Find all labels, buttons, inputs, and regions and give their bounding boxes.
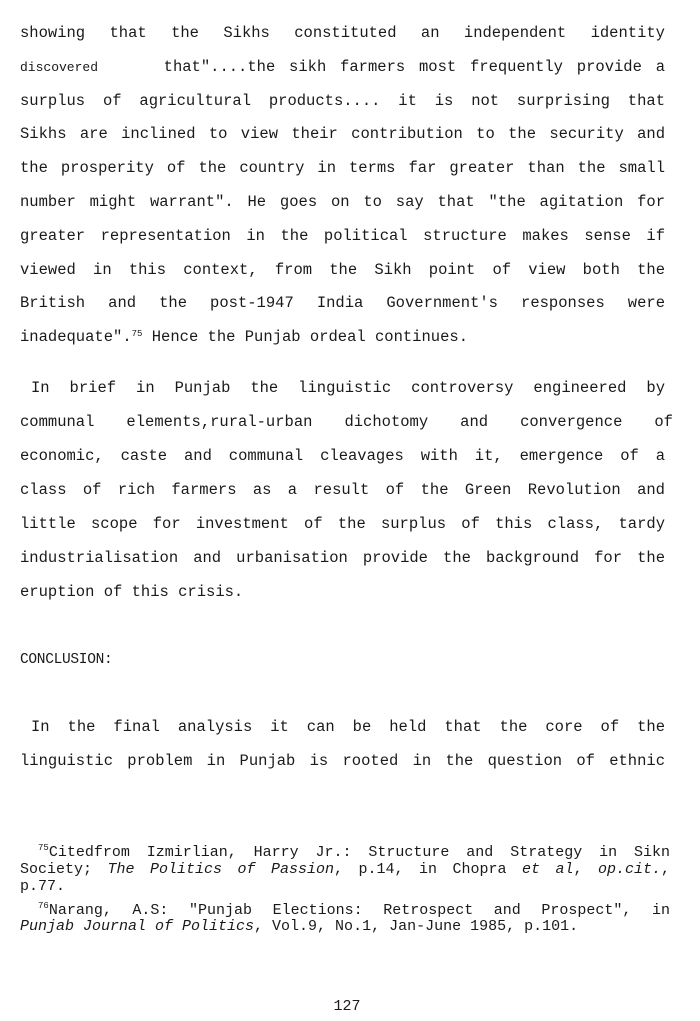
footnote-76-line [20,918,670,935]
text-line: In brief in Punjab the linguistic controversy engineered by [31,379,665,397]
footnote-75-line [38,844,670,861]
text-line: showing that the Sikhs constituted an independent identity [20,24,665,42]
text-line: British and the post-1947 India Government's responses were [20,294,665,312]
footnote-ref-75[interactable]: 75 [131,329,143,339]
section-heading: CONCLUSION: [20,652,113,668]
text-line: In the final analysis it can be held that the core of the [31,718,665,736]
text-line: linguistic problem in Punjab is rooted in the question of ethnic [20,752,665,770]
text-fragment: Citedfrom Izmirlian, Harry Jr.: Structure and Strategy in Sikn [48,844,670,861]
text-fragment: discovered [20,60,99,75]
text-line: little scope for investment of the surplus of this class, tardy [20,515,665,533]
text-line: economic, caste and communal cleavages with it, emergence of a [20,447,665,465]
text-line: Sikhs are inclined to view their contribution to the security and [20,125,665,143]
footnote-number: 75 [38,843,49,853]
text-fragment: that"....the sikh farmers most frequently provide a [163,58,665,76]
journal-title: Punjab Journal of Politics [20,918,255,935]
text-line: viewed in this context, from the Sikh point of view both the [20,261,665,279]
text-line [20,327,665,347]
text-line: eruption of this crisis. [20,583,244,601]
text-line: number might warrant". He goes on to say that "the agitation for [20,193,665,211]
footnote-number: 76 [38,901,49,911]
text-fragment: , Vol.9, No.1, Jan-June 1985, p.101. [254,918,579,935]
text-fragment: , [573,861,598,878]
text-fragment: , p.14, in Chopra [334,861,522,878]
text-line: class of rich farmers as a result of the Green Revolution and [20,481,665,499]
footnote-75-line: p.77. [20,878,66,895]
text-fragment: Narang, A.S: "Punjab Elections: Retrospect and Prospect", in [48,902,670,919]
text-line: industrialisation and urbanisation provide the background for the [20,549,665,567]
text-fragment: Hence the Punjab ordeal continues. [142,328,468,346]
book-title: The Politics of Passion [107,861,334,878]
text-fragment: , [660,861,670,878]
footnote-76-line [38,902,670,919]
text-line: the prosperity of the country in terms far greater than the small [20,159,665,177]
footnote-75-line [20,861,670,878]
text-fragment: inadequate". [20,328,132,346]
text-fragment: Society; [20,861,108,878]
page-number: 127 [333,998,361,1015]
text-line: surplus of agricultural products.... it is not surprising that [20,92,665,110]
latin-abbrev: et al [521,861,574,878]
text-line: greater representation in the political structure makes sense if [20,227,665,245]
text-line [20,57,665,77]
text-line: communal elements,rural-urban dichotomy and convergence of [20,413,673,431]
latin-abbrev: op.cit. [597,861,661,878]
